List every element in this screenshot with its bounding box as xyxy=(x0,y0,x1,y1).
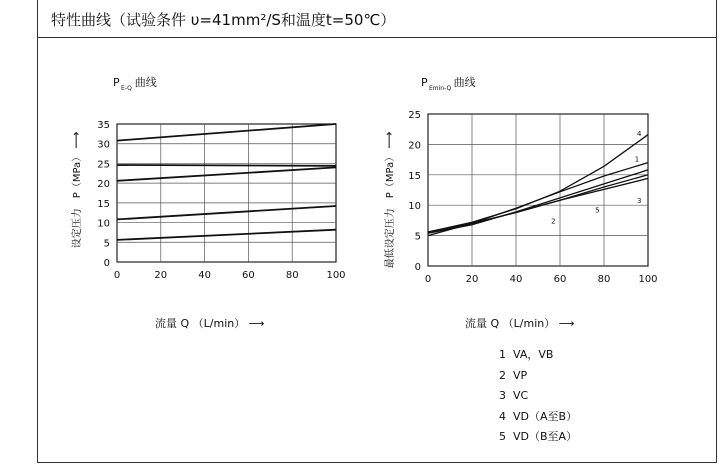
legend-item-5: 5 VD（B至A） xyxy=(499,430,578,443)
chart2-title-sub: Emin-Q xyxy=(429,85,452,92)
chart2-y-tick-label-15: 15 xyxy=(408,170,421,182)
chart1-y-tick-label-35: 35 xyxy=(97,120,110,131)
chart1-title-main: P xyxy=(113,76,120,89)
chart2-y-tick-label-20: 20 xyxy=(408,140,421,152)
chart1-series-line-1 xyxy=(117,230,336,240)
chart1-series-line-2 xyxy=(117,206,336,219)
chart2-x-tick-label-80: 80 xyxy=(597,274,611,285)
chart2-x-tick-label-40: 40 xyxy=(509,274,523,285)
chart2-y-tick-label-10: 10 xyxy=(408,201,421,213)
chart1-x-tick-label-60: 60 xyxy=(242,270,255,281)
chart1-y-tick-label-5: 5 xyxy=(103,238,110,250)
chart1-y-tick-label-30: 30 xyxy=(97,139,110,151)
chart2-x-tick-label-100: 100 xyxy=(638,274,658,285)
chart1-x-tick-label-80: 80 xyxy=(285,270,299,281)
chart2-x-tick-label-0: 0 xyxy=(424,274,432,285)
chart2-series-line-5 xyxy=(428,170,648,233)
chart2-curve-label-3: 3 xyxy=(636,196,642,205)
chart1-plot-frame xyxy=(117,124,336,262)
chart1-series-line-5 xyxy=(117,124,336,141)
chart2-x-axis-label: 流量 Q （L/min） ⟶ xyxy=(465,317,575,330)
chart1-title-sub: E-Q xyxy=(121,85,132,92)
chart1-x-tick-label-20: 20 xyxy=(154,270,168,281)
chart2-y-tick-label-0: 0 xyxy=(414,262,421,273)
chart2-series-line-2 xyxy=(428,175,648,232)
chart2-title-suffix: 曲线 xyxy=(453,76,476,89)
chart1-y-tick-label-10: 10 xyxy=(97,218,110,230)
chart1-series-line-4 xyxy=(117,165,336,166)
chart1-title-suffix: 曲线 xyxy=(134,76,157,89)
chart2-series-line-1 xyxy=(428,163,648,232)
legend-item-2: 2 VP xyxy=(499,368,528,382)
chart1-x-tick-label-0: 0 xyxy=(113,270,121,281)
page-title: 特性曲线（试验条件 υ=41mm²/S和温度t=50℃） xyxy=(51,11,396,29)
chart1-x-tick-label-100: 100 xyxy=(326,270,346,281)
legend xyxy=(499,345,577,448)
chart2-x-tick-label-60: 60 xyxy=(553,274,567,285)
chart1-series-line-3 xyxy=(117,167,336,180)
chart1-y-tick-label-0: 0 xyxy=(103,258,110,269)
chart2-y-tick-label-25: 25 xyxy=(408,110,421,121)
chart1-y-tick-label-15: 15 xyxy=(97,198,110,210)
chart2-y-axis-label: 最低设定压力 P（MPa） xyxy=(385,151,396,269)
legend-item-4: 4 VD（A至B） xyxy=(499,409,578,423)
chart2-y-tick-label-5: 5 xyxy=(414,231,421,243)
chart1-x-tick-label-40: 40 xyxy=(198,270,211,281)
legend-item-3: 3 VC xyxy=(499,389,529,402)
chart2-y-axis-arrow: ⟶ xyxy=(382,131,396,149)
chart2-plot-frame xyxy=(428,114,648,266)
chart2-curve-label-4: 4 xyxy=(636,129,642,138)
chart1-y-axis-label: 设定压力 P（MPa） xyxy=(72,151,83,249)
chart2-x-tick-label-20: 20 xyxy=(465,274,479,285)
chart1-x-axis-label: 流量 Q （L/min） ⟶ xyxy=(155,317,265,330)
chart2-curve-label-1: 1 xyxy=(634,155,640,164)
chart1-y-tick-label-25: 25 xyxy=(97,159,110,171)
chart2-curve-label-2: 2 xyxy=(551,217,556,226)
chart1-y-tick-label-20: 20 xyxy=(97,179,110,191)
chart2-curve-label-5: 5 xyxy=(595,206,600,215)
chart2-title-main: P xyxy=(421,76,428,89)
legend-item-1: 1 VA，VB xyxy=(499,348,554,361)
chart1-y-axis-arrow: ⟶ xyxy=(69,131,83,149)
